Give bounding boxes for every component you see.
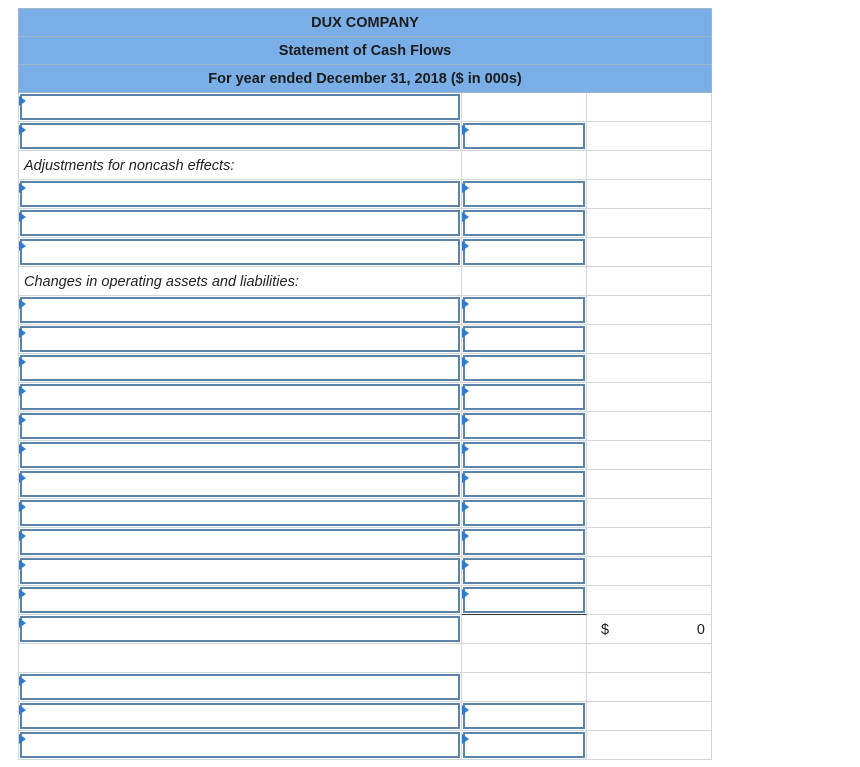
table-row [18, 383, 712, 412]
statement-title: Statement of Cash Flows [18, 36, 712, 64]
account-dropdown[interactable] [20, 239, 460, 265]
dropdown-marker-icon [462, 328, 469, 338]
dropdown-marker-icon [19, 531, 26, 541]
dropdown-marker-icon [19, 241, 26, 251]
dropdown-marker-icon [462, 531, 469, 541]
table-row [18, 267, 712, 296]
dropdown-marker-icon [462, 560, 469, 570]
dropdown-marker-icon [462, 183, 469, 193]
table-row [18, 557, 712, 586]
dropdown-marker-icon [462, 444, 469, 454]
account-dropdown[interactable] [20, 587, 460, 613]
dropdown-marker-icon [19, 183, 26, 193]
dropdown-marker-icon [462, 386, 469, 396]
table-row [18, 470, 712, 499]
table-row [18, 644, 712, 673]
account-dropdown[interactable] [20, 413, 460, 439]
table-row [18, 731, 712, 760]
adjustments-label: Adjustments for noncash effects: [24, 158, 235, 174]
amount-input[interactable] [463, 442, 585, 468]
table-row [18, 528, 712, 557]
amount-input[interactable] [463, 703, 585, 729]
amount-input[interactable] [463, 384, 585, 410]
statement-period: For year ended December 31, 2018 ($ in 000s) [18, 64, 712, 93]
dropdown-marker-icon [462, 473, 469, 483]
amount-input[interactable] [463, 413, 585, 439]
account-dropdown[interactable] [20, 703, 460, 729]
dropdown-marker-icon [19, 96, 26, 106]
cash-flow-statement-table [18, 8, 712, 760]
dropdown-marker-icon [19, 676, 26, 686]
table-row [18, 586, 712, 615]
account-dropdown[interactable] [20, 384, 460, 410]
amount-input[interactable] [463, 297, 585, 323]
dropdown-marker-icon [19, 560, 26, 570]
dropdown-marker-icon [462, 241, 469, 251]
table-row [18, 702, 712, 731]
dropdown-marker-icon [462, 705, 469, 715]
account-dropdown[interactable] [20, 616, 460, 642]
account-dropdown[interactable] [20, 558, 460, 584]
dropdown-marker-icon [19, 444, 26, 454]
table-row [18, 354, 712, 383]
dropdown-marker-icon [462, 502, 469, 512]
amount-input[interactable] [463, 558, 585, 584]
account-dropdown[interactable] [20, 355, 460, 381]
subtotal-value: 0 [696, 622, 705, 638]
dropdown-marker-icon [19, 328, 26, 338]
company-name: DUX COMPANY [18, 8, 712, 36]
table-row [18, 296, 712, 325]
dropdown-marker-icon [462, 299, 469, 309]
dropdown-marker-icon [462, 415, 469, 425]
account-dropdown[interactable] [20, 529, 460, 555]
dropdown-marker-icon [462, 357, 469, 367]
table-row [18, 151, 712, 180]
amount-input[interactable] [463, 326, 585, 352]
table-row [18, 93, 712, 122]
account-dropdown[interactable] [20, 297, 460, 323]
table-row [18, 673, 712, 702]
dropdown-marker-icon [19, 386, 26, 396]
dropdown-marker-icon [19, 589, 26, 599]
amount-input[interactable] [463, 123, 585, 149]
account-dropdown[interactable] [20, 442, 460, 468]
table-row [18, 499, 712, 528]
table-row [18, 238, 712, 267]
dropdown-marker-icon [462, 125, 469, 135]
dropdown-marker-icon [462, 734, 469, 744]
table-row [18, 412, 712, 441]
account-dropdown[interactable] [20, 471, 460, 497]
table-row [18, 209, 712, 238]
account-dropdown[interactable] [20, 732, 460, 758]
amount-input[interactable] [463, 471, 585, 497]
changes-label: Changes in operating assets and liabilities: [24, 274, 299, 290]
dropdown-marker-icon [462, 589, 469, 599]
dropdown-marker-icon [19, 618, 26, 628]
dropdown-marker-icon [19, 125, 26, 135]
table-row [18, 180, 712, 209]
amount-input[interactable] [463, 210, 585, 236]
table-row [18, 615, 712, 644]
amount-input[interactable] [463, 587, 585, 613]
dropdown-marker-icon [462, 212, 469, 222]
account-dropdown[interactable] [20, 123, 460, 149]
account-dropdown[interactable] [20, 210, 460, 236]
dropdown-marker-icon [19, 705, 26, 715]
dropdown-marker-icon [19, 734, 26, 744]
account-dropdown[interactable] [20, 326, 460, 352]
dropdown-marker-icon [19, 473, 26, 483]
amount-input[interactable] [463, 732, 585, 758]
account-dropdown[interactable] [20, 94, 460, 120]
amount-input[interactable] [463, 500, 585, 526]
dropdown-marker-icon [19, 212, 26, 222]
account-dropdown[interactable] [20, 674, 460, 700]
amount-input[interactable] [463, 529, 585, 555]
table-row [18, 441, 712, 470]
account-dropdown[interactable] [20, 181, 460, 207]
dropdown-marker-icon [19, 502, 26, 512]
amount-input[interactable] [463, 181, 585, 207]
amount-input[interactable] [463, 355, 585, 381]
table-row [18, 325, 712, 354]
dropdown-marker-icon [19, 357, 26, 367]
dropdown-marker-icon [19, 299, 26, 309]
table-row [18, 122, 712, 151]
account-dropdown[interactable] [20, 500, 460, 526]
amount-input[interactable] [463, 239, 585, 265]
currency-symbol: $ [601, 622, 610, 638]
dropdown-marker-icon [19, 415, 26, 425]
